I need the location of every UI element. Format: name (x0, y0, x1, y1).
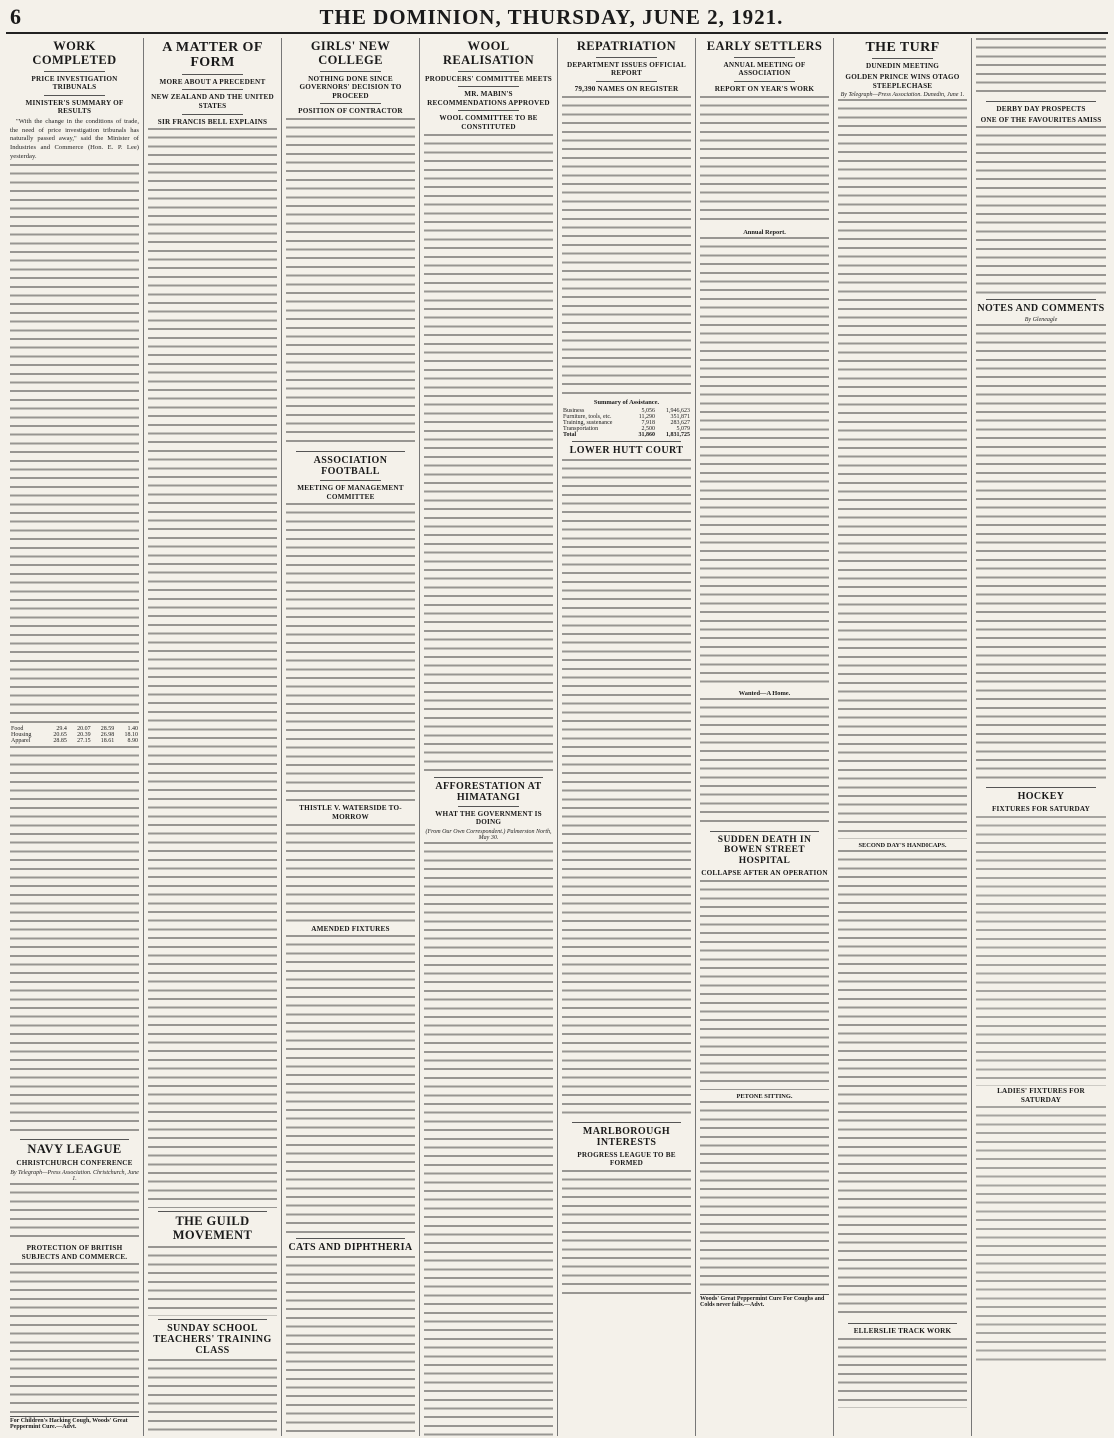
article-text (700, 237, 829, 687)
article-text (976, 126, 1106, 296)
headline: AFFORESTATION AT HIMATANGI (435, 780, 542, 803)
dateline: (From Our Own Correspondent.) Palmerston North, May 30. (425, 828, 552, 841)
article-text (700, 880, 829, 1090)
article-text (286, 824, 415, 924)
masthead (6, 4, 1108, 34)
table-row: Total 31,860 1,831,725 (563, 431, 690, 438)
headline: HOCKEY (1017, 791, 1065, 803)
subheadline: MR. MABIN'S RECOMMENDATIONS APPROVED (427, 90, 550, 107)
article-text (700, 96, 829, 226)
dateline: By Telegraph—Press Association. Dunedin, June 1. (840, 92, 965, 99)
subheadline: THISTLE V. WATERSIDE TO-MORROW (299, 804, 402, 821)
column-matter-of-form (144, 38, 282, 1436)
race-results (838, 99, 967, 839)
headline: ASSOCIATION FOOTBALL (313, 455, 388, 478)
advertisement: For Children's Hacking Cough, Woods' Great Peppermint Cure.—Advt. (10, 1416, 139, 1430)
subheadline: LADIES' FIXTURES FOR SATURDAY (997, 1086, 1085, 1104)
table-row: Furniture, tools, etc. 11,290 351,871 (563, 413, 690, 420)
article-text (424, 842, 553, 1436)
article-text (286, 118, 415, 448)
subheadline: COLLAPSE AFTER AN OPERATION (701, 868, 828, 877)
subheadline: 79,390 NAMES ON REGISTER (574, 85, 679, 94)
table-row: Apparel 28.85 27.15 18.61 8.90 (11, 737, 138, 744)
subheadline: WHAT THE GOVERNMENT IS DOING (435, 809, 542, 827)
subheadline: MINISTER'S SUMMARY OF RESULTS (25, 98, 124, 116)
article-text (148, 1246, 277, 1316)
headline: WORK COMPLETED (32, 39, 117, 67)
column-repatriation (558, 38, 696, 1436)
headline: SUDDEN DEATH IN BOWEN STREET HOSPITAL (717, 834, 812, 866)
subheadline: FIXTURES FOR SATURDAY (991, 805, 1091, 814)
headline: CATS AND DIPHTHERIA (288, 1242, 413, 1254)
article-text (148, 1359, 277, 1436)
section-title: PETONE SITTING. (736, 1092, 793, 1100)
headline: REPATRIATION (576, 39, 677, 53)
headline: WOOL REALISATION (443, 39, 534, 67)
article-text (10, 1183, 139, 1243)
subheadline: PROTECTION OF BRITISH SUBJECTS AND COMMERCE. (21, 1243, 128, 1261)
article-text (10, 746, 139, 1136)
dateline: By Telegraph—Press Association. Christchurch, June 1. (10, 1169, 139, 1182)
table-row: Housing 20.65 20.39 26.98 18.10 (11, 731, 138, 738)
fixtures-list (976, 1106, 1106, 1366)
headline: MARLBOROUGH INTERESTS (582, 1125, 671, 1148)
subheadline: PROGRESS LEAGUE TO BE FORMED (577, 1150, 676, 1168)
column-wool-realisation (420, 38, 558, 1436)
columns (6, 38, 1108, 1436)
byline: By Gleneagle (1024, 317, 1058, 324)
article-text (976, 38, 1106, 98)
article-text (838, 1338, 967, 1408)
subheadline: NEW ZEALAND AND THE UNITED STATES (151, 93, 274, 111)
column-sport-notes (972, 38, 1110, 1436)
article-text (148, 128, 277, 1208)
headline: THE GUILD MOVEMENT (172, 1214, 253, 1243)
assistance-table (562, 408, 691, 438)
article-text (562, 1170, 691, 1300)
subheadline: ELLERSLIE TRACK WORK (853, 1327, 952, 1336)
subheadline: GOLDEN PRINCE WINS OTAGO STEEPLECHASE (845, 73, 960, 90)
section-title: Summary of Assistance. (593, 398, 660, 406)
table-row: Training, sustenance 7,918 283,627 (563, 419, 690, 426)
column-work-completed (6, 38, 144, 1436)
section-title: Annual Report. (743, 228, 786, 236)
article-text (286, 935, 415, 1235)
article-text (976, 324, 1106, 784)
column-girls-college (282, 38, 420, 1436)
newspaper-title: THE DOMINION, THURSDAY, JUNE 2, 1921. (319, 5, 784, 29)
article-text (700, 698, 829, 828)
headline: THE TURF (865, 40, 940, 55)
subheadline: DERBY DAY PROSPECTS (996, 105, 1086, 113)
article-text (10, 1263, 139, 1413)
subheadline: MORE ABOUT A PRECEDENT (159, 77, 266, 86)
subheadline: ANNUAL MEETING OF ASSOCIATION (723, 60, 806, 78)
fixtures-list (976, 816, 1106, 1086)
subheadline: MEETING OF MANAGEMENT COMMITTEE (297, 484, 404, 501)
article-text (562, 96, 691, 396)
subheadline: ONE OF THE FAVOURITES AMISS (980, 115, 1102, 124)
table-row: Food 29.4 20.07 28.59 1.40 (11, 725, 138, 732)
headline: NAVY LEAGUE (27, 1141, 122, 1156)
subheadline: PRODUCERS' COMMITTEE MEETS (424, 74, 552, 83)
subheadline: POSITION OF CONTRACTOR (298, 107, 403, 116)
article-text (424, 134, 553, 774)
section-title: SECOND DAY'S HANDICAPS. (858, 842, 947, 850)
subheadline: AMENDED FIXTURES (311, 924, 390, 933)
article-lead: "With the change in the conditions of trade, the need of price investigation tribunals has naturally passed away," said the Minister of Industries and Commerce (Hon. E. P. Lee) yesterday. (10, 118, 139, 160)
headline: GIRLS' NEW COLLEGE (310, 39, 391, 67)
column-early-settlers (696, 38, 834, 1436)
headline: EARLY SETTLERS (706, 39, 823, 53)
subheadline: DUNEDIN MEETING (865, 62, 940, 71)
subheadline: PRICE INVESTIGATION TRIBUNALS (31, 74, 118, 92)
headline: NOTES AND COMMENTS (977, 303, 1105, 315)
article-text (286, 503, 415, 803)
article-text (562, 459, 691, 1119)
article-text (700, 1101, 829, 1291)
page-number: 6 (10, 4, 21, 29)
article-text (286, 1256, 415, 1436)
subheadline: NOTHING DONE SINCE GOVERNORS' DECISION TO PROCEED (299, 74, 402, 100)
table-row: Business 5,056 1,946,623 (563, 407, 690, 414)
subheadline: WOOL COMMITTEE TO BE CONSTITUTED (439, 114, 538, 132)
subheadline: DEPARTMENT ISSUES OFFICIAL REPORT (567, 60, 686, 78)
race-handicaps (838, 850, 967, 1320)
cost-table (10, 726, 139, 744)
advertisement: Woods' Great Peppermint Cure For Coughs and Colds never fails.—Advt. (700, 1294, 829, 1308)
headline: LOWER HUTT COURT (569, 444, 684, 456)
subheadline: REPORT ON YEAR'S WORK (714, 85, 815, 94)
subheadline: SIR FRANCIS BELL EXPLAINS (157, 117, 268, 126)
headline: A MATTER OF FORM (162, 40, 263, 71)
article-text (10, 164, 139, 724)
table-row: Transportation 2,500 5,079 (563, 425, 690, 432)
subheadline: CHRISTCHURCH CONFERENCE (16, 1159, 133, 1168)
column-the-turf (834, 38, 972, 1436)
headline: SUNDAY SCHOOL TEACHERS' TRAINING CLASS (153, 1322, 272, 1356)
section-title: Wanted—A Home. (738, 689, 791, 697)
